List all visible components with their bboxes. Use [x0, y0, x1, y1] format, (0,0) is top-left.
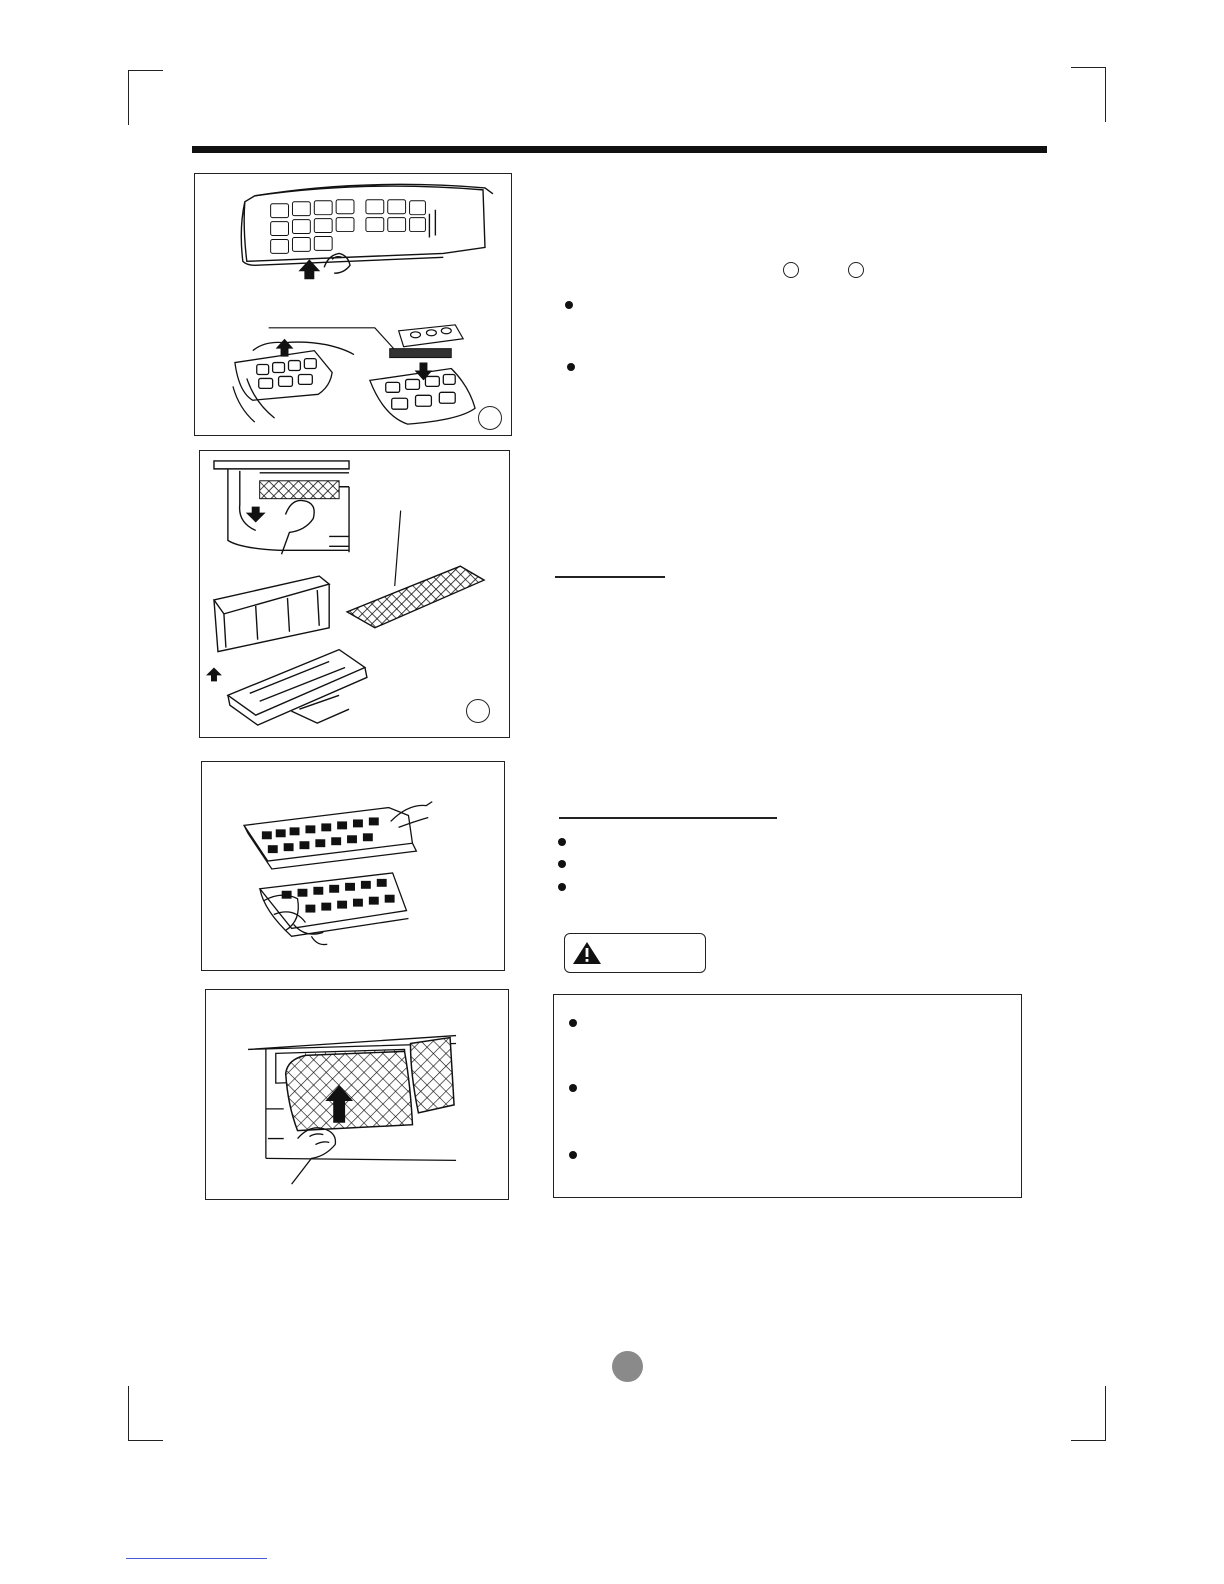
filter-reinstall-illustration: [206, 990, 508, 1199]
air-filter-removal-illustration: [195, 174, 511, 435]
crop-mark-bottom-right: [1071, 1386, 1106, 1441]
filter-cleaning-illustration: [202, 762, 504, 970]
figure-remove-mesh-filter: [199, 450, 510, 738]
warning-triangle-icon: [571, 940, 603, 966]
footer-link-underline: [126, 1558, 267, 1559]
page-number-marker: [612, 1351, 643, 1382]
figure-reinstall-filter: [205, 989, 509, 1200]
bullet-point: [567, 363, 575, 371]
crop-mark-bottom-left: [128, 1386, 163, 1441]
bullet-point: [569, 1151, 577, 1159]
figure-clean-filter: [201, 761, 505, 971]
bullet-point: [569, 1084, 577, 1092]
bullet-point: [558, 860, 566, 868]
section-heading-underline: [559, 817, 777, 819]
section-heading-underline: [555, 576, 665, 578]
figure-badge-1: [478, 406, 502, 430]
warning-label-box: [564, 933, 706, 973]
caution-notes-box: [553, 994, 1022, 1198]
figure-badge-2: [466, 699, 490, 723]
mesh-filter-illustration: [200, 451, 509, 737]
reference-circle-1: [783, 262, 799, 278]
bullet-point: [569, 1019, 577, 1027]
bullet-point: [565, 301, 573, 309]
crop-mark-top-right: [1071, 67, 1106, 122]
reference-circle-2: [848, 262, 864, 278]
header-rule: [192, 146, 1047, 153]
bullet-point: [558, 883, 566, 891]
figure-remove-air-filter: [194, 173, 512, 436]
crop-mark-top-left: [128, 70, 163, 125]
bullet-point: [558, 838, 566, 846]
